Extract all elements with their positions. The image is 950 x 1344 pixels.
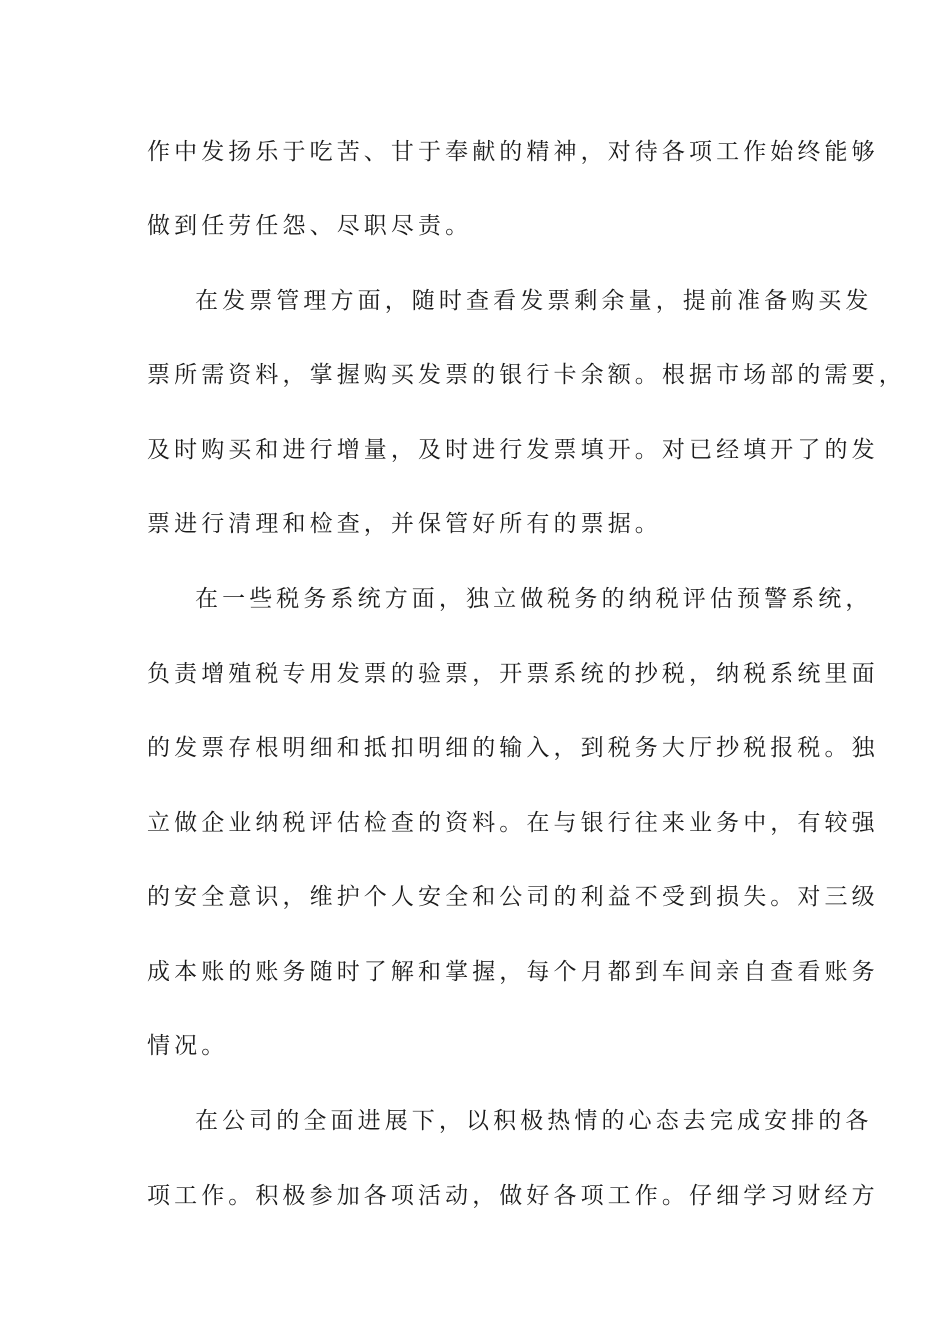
text-line: 情况。 xyxy=(147,1033,229,1059)
text-line: 成本账的账务随时了解和掌握，每个月都到车间亲自查看账务 xyxy=(147,959,879,985)
text-line: 票进行清理和检查，并保管好所有的票据。 xyxy=(147,511,662,537)
text-line: 作中发扬乐于吃苦、甘于奉献的精神，对待各项工作始终能够 xyxy=(147,139,879,165)
paragraph-start-line: 在一些税务系统方面，独立做税务的纳税评估预警系统， xyxy=(195,586,873,612)
text-line: 的安全意识，维护个人安全和公司的利益不受到损失。对三级 xyxy=(147,884,879,910)
text-line: 票所需资料，掌握购买发票的银行卡余额。根据市场部的需要， xyxy=(147,362,906,388)
text-line: 项工作。积极参加各项活动，做好各项工作。仔细学习财经方 xyxy=(147,1183,879,1209)
paragraph-start-line: 在公司的全面进展下，以积极热情的心态去完成安排的各 xyxy=(195,1108,873,1134)
text-line: 的发票存根明细和抵扣明细的输入，到税务大厅抄税报税。独 xyxy=(147,735,879,761)
paragraph-start-line: 在发票管理方面，随时查看发票剩余量，提前准备购买发 xyxy=(195,288,873,314)
text-line: 做到任劳任怨、尽职尽责。 xyxy=(147,213,473,239)
text-line: 及时购买和进行增量，及时进行发票填开。对已经填开了的发 xyxy=(147,437,879,463)
text-line: 立做企业纳税评估检查的资料。在与银行往来业务中，有较强 xyxy=(147,810,879,836)
text-line: 负责增殖税专用发票的验票，开票系统的抄税，纳税系统里面 xyxy=(147,661,879,687)
